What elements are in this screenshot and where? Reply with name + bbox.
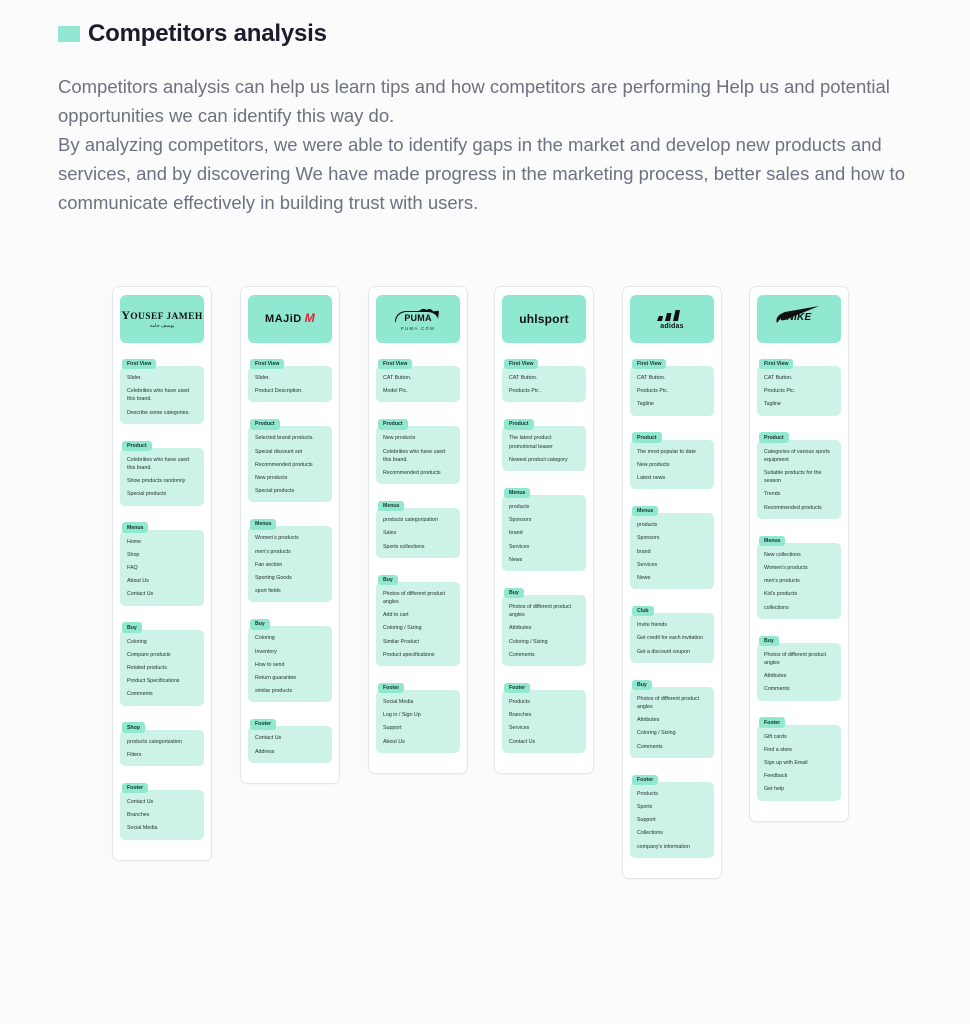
feature-group-body xyxy=(502,426,586,471)
feature-item: Trends xyxy=(764,491,781,498)
feature-item: Coloring / Sizing xyxy=(383,625,422,632)
competitor-column xyxy=(494,286,594,774)
feature-item: Photos of different product angles xyxy=(764,651,827,667)
feature-group xyxy=(120,616,204,706)
feature-item: Collections xyxy=(637,830,663,837)
competitor-column xyxy=(749,286,849,822)
brand-logo-uhlsport: uhlsport xyxy=(519,311,569,326)
feature-item: Find a store xyxy=(764,746,792,753)
feature-item: men's products xyxy=(764,578,800,585)
feature-item: Home xyxy=(127,538,142,545)
feature-group-body xyxy=(502,495,586,571)
feature-group xyxy=(120,434,204,506)
feature-item: sport fields xyxy=(255,588,281,595)
svg-text:NIKE: NIKE xyxy=(786,312,812,324)
feature-group-body xyxy=(630,687,714,758)
feature-group-body xyxy=(120,530,204,606)
feature-group-label: Club xyxy=(632,606,654,616)
feature-group-body xyxy=(120,630,204,706)
feature-group-body xyxy=(120,730,204,766)
feature-item: Filters xyxy=(127,751,142,758)
feature-group-body xyxy=(376,366,460,402)
feature-item: Slider. xyxy=(127,375,142,381)
feature-item: Tagline xyxy=(637,401,654,408)
brand-logo-yousef-jameh: YOUSEF JAMEH يوسف جامه xyxy=(121,307,203,329)
feature-item: Describe some categories. xyxy=(127,409,190,416)
feature-group xyxy=(757,426,841,519)
feature-item: products categorization xyxy=(383,517,438,524)
feature-group xyxy=(376,568,460,666)
feature-item: Slider. xyxy=(255,375,270,381)
feature-group-label: Footer xyxy=(378,683,404,693)
feature-item: Photos of different product angles xyxy=(383,590,446,606)
feature-group-body xyxy=(502,595,586,666)
competitor-card xyxy=(112,286,212,861)
feature-item: Services xyxy=(509,725,530,732)
feature-group xyxy=(630,768,714,858)
feature-item: New products xyxy=(383,435,416,442)
feature-item: Recommended products xyxy=(764,504,822,511)
feature-item: Attributes xyxy=(509,625,532,632)
feature-group xyxy=(502,481,586,571)
feature-group-label: Product xyxy=(378,419,408,429)
feature-group xyxy=(376,494,460,558)
feature-group xyxy=(376,352,460,402)
feature-group-label: Menus xyxy=(250,519,276,529)
title-accent-bar xyxy=(58,26,80,42)
feature-group-label: Footer xyxy=(250,719,276,729)
feature-item: CAT Button. xyxy=(764,375,793,381)
feature-group-label: First View xyxy=(378,359,412,369)
feature-group-label: Product xyxy=(504,419,534,429)
feature-group-label: First View xyxy=(632,359,666,369)
feature-item: News xyxy=(509,556,523,563)
feature-group xyxy=(248,712,332,762)
feature-item: products xyxy=(509,504,530,511)
feature-group-label: Buy xyxy=(122,622,142,632)
feature-group-body xyxy=(757,725,841,801)
feature-item: similar products xyxy=(255,688,293,695)
feature-item: Attributes xyxy=(764,673,787,680)
feature-group-body xyxy=(376,508,460,558)
feature-group-body xyxy=(376,690,460,753)
feature-group-label: Buy xyxy=(759,636,779,646)
feature-item: Kid's products xyxy=(764,591,798,598)
feature-item: Comments xyxy=(127,691,153,698)
intro-paragraph-1: Competitors analysis can help us learn tips and how competitors are performing Help us and potential opportunities we can identify this way do. xyxy=(58,76,890,126)
feature-item: Branches xyxy=(509,712,532,719)
brand-logo-puma: PUMA PUMA.COM xyxy=(393,306,443,331)
feature-group xyxy=(502,352,586,402)
feature-group xyxy=(757,629,841,701)
feature-item: Shop xyxy=(127,551,140,558)
feature-item: Coloring xyxy=(255,635,275,642)
feature-group xyxy=(630,352,714,416)
feature-group-body xyxy=(248,426,332,502)
feature-item: Newest product category xyxy=(509,456,568,463)
feature-item: Celebrities who have used this brand. xyxy=(127,456,190,472)
feature-item: Social Media xyxy=(383,699,414,706)
feature-item: Products Pic . xyxy=(509,388,542,395)
feature-item: Address xyxy=(255,748,275,755)
svg-text:PUMA: PUMA xyxy=(404,313,432,324)
feature-item: Support xyxy=(383,725,402,732)
competitor-card xyxy=(494,286,594,774)
feature-group-label: Menus xyxy=(378,501,404,511)
feature-group-body xyxy=(757,643,841,701)
feature-group xyxy=(120,716,204,766)
feature-group xyxy=(757,529,841,619)
feature-item: About Us xyxy=(127,578,149,585)
feature-item: Contact Us xyxy=(127,799,154,806)
feature-group-label: Buy xyxy=(504,588,524,598)
feature-group-body xyxy=(630,440,714,490)
feature-group-body xyxy=(248,726,332,762)
feature-item: Get a discount coupon xyxy=(637,648,691,655)
feature-item: How to send xyxy=(255,661,285,668)
feature-item: Services xyxy=(637,561,658,568)
feature-item: News xyxy=(637,575,651,582)
feature-group-label: Product xyxy=(632,432,662,442)
feature-item: The latest product promotional teaser xyxy=(509,435,553,450)
feature-item: Products Pic. xyxy=(637,388,669,395)
feature-group xyxy=(757,352,841,416)
feature-item: Sponsors xyxy=(637,535,660,542)
feature-item: Women's products xyxy=(255,535,299,542)
feature-item: Product Specifications xyxy=(127,678,180,685)
feature-item: Similar Product xyxy=(383,638,419,645)
feature-group-body xyxy=(630,513,714,589)
feature-item: New products xyxy=(255,475,288,482)
competitor-card xyxy=(368,286,468,774)
feature-item: Comments xyxy=(764,686,790,693)
feature-group-label: Menus xyxy=(632,506,658,516)
feature-item: Celebrities who have used this brand. xyxy=(127,388,190,403)
feature-item: New collections xyxy=(764,551,801,558)
feature-group xyxy=(757,711,841,801)
feature-item: Special products xyxy=(127,491,167,498)
page-title-text: Competitors analysis xyxy=(88,20,327,47)
feature-item: Selected brand products. xyxy=(255,435,314,442)
feature-item: Suitable products for the season xyxy=(764,470,822,485)
feature-item: products categorization xyxy=(127,738,182,745)
feature-item: Comments xyxy=(637,743,663,750)
feature-group-label: Footer xyxy=(504,683,530,693)
feature-item: CAT Button. xyxy=(509,375,538,381)
feature-item: New products xyxy=(637,461,670,468)
feature-item: Coloring / Sizing xyxy=(509,638,548,645)
feature-group-label: First View xyxy=(759,359,793,369)
feature-item: Support xyxy=(637,817,656,824)
feature-item: CAT Button. xyxy=(383,375,412,381)
feature-group-label: Product xyxy=(759,432,789,442)
feature-group-body xyxy=(502,366,586,402)
feature-group-label: Footer xyxy=(122,783,148,793)
feature-item: Comments xyxy=(509,651,535,658)
competitor-column xyxy=(112,286,212,861)
competitor-card xyxy=(622,286,722,879)
feature-item: About Us xyxy=(383,738,405,745)
feature-item: Women's products xyxy=(764,565,808,572)
feature-group-body xyxy=(757,543,841,619)
competitor-column xyxy=(368,286,468,774)
feature-group-label: Buy xyxy=(632,680,652,690)
feature-group-body xyxy=(376,582,460,666)
intro-text xyxy=(58,72,928,217)
feature-item: company's information xyxy=(637,843,690,850)
feature-group-label: Buy xyxy=(250,619,270,629)
competitor-card xyxy=(240,286,340,784)
competitor-column xyxy=(622,286,722,879)
feature-item: Sales xyxy=(383,530,397,537)
brand-header xyxy=(248,295,332,343)
feature-group-label: Menus xyxy=(759,536,785,546)
feature-item: Product Description. xyxy=(255,388,303,395)
feature-group-body xyxy=(630,613,714,663)
feature-item: Celebrities who have used this brand. xyxy=(383,448,446,463)
feature-group-label: Footer xyxy=(632,775,658,785)
feature-item: Sign up with Email xyxy=(764,760,808,767)
feature-group xyxy=(248,352,332,402)
feature-item: Get help xyxy=(764,786,785,793)
brand-logo-majid: MAJiD M xyxy=(265,311,315,326)
feature-item: Contact Us xyxy=(127,591,154,598)
feature-item: Coloring / Sizing xyxy=(637,730,676,737)
feature-group-body xyxy=(248,526,332,602)
brand-logo-nike xyxy=(773,306,825,332)
feature-item: Get credit for each invitation xyxy=(637,635,703,642)
feature-group-label: First View xyxy=(504,359,538,369)
feature-item: Branches xyxy=(127,812,150,819)
feature-item: products xyxy=(637,522,658,529)
feature-item: Show products randomly xyxy=(127,478,186,485)
feature-group xyxy=(376,412,460,484)
competitor-column xyxy=(240,286,340,784)
feature-group-body xyxy=(630,782,714,858)
feature-item: Sports xyxy=(637,804,653,811)
feature-item: Return guarantee xyxy=(255,675,297,682)
feature-item: Recommended products xyxy=(255,461,313,468)
feature-item: CAT Button. xyxy=(637,375,666,381)
brand-header xyxy=(757,295,841,343)
feature-item: Photos of different product angles xyxy=(637,695,700,711)
feature-group-body xyxy=(120,366,204,424)
feature-item: Tagline xyxy=(764,401,781,408)
competitor-card xyxy=(749,286,849,822)
brand-header xyxy=(376,295,460,343)
feature-group-body xyxy=(120,448,204,506)
svg-text:adidas: adidas xyxy=(660,323,684,330)
feature-item: Contact Us xyxy=(255,735,282,742)
feature-item: Inventory xyxy=(255,648,277,655)
feature-item: Products xyxy=(509,699,530,706)
feature-item: The most popular to date xyxy=(637,448,696,455)
feature-item: brand xyxy=(509,530,523,537)
feature-item: Attributes xyxy=(637,717,660,724)
feature-group-body xyxy=(630,366,714,416)
feature-item: Categories of various sports equipment xyxy=(764,448,830,463)
feature-group xyxy=(630,673,714,758)
feature-group xyxy=(120,352,204,424)
feature-item: Special discount set xyxy=(255,448,303,455)
feature-group xyxy=(376,676,460,753)
feature-item: brand xyxy=(637,548,651,555)
feature-group-body xyxy=(120,790,204,840)
brand-logo-adidas xyxy=(650,308,694,330)
page-title xyxy=(58,20,327,48)
feature-group-label: Buy xyxy=(378,575,398,585)
feature-group xyxy=(630,599,714,663)
feature-item: Fan section xyxy=(255,561,283,568)
feature-item: Sports collections xyxy=(383,543,425,550)
feature-group-body xyxy=(248,366,332,402)
feature-item: Feedback xyxy=(764,773,788,780)
feature-group-body xyxy=(248,626,332,702)
feature-group-label: Product xyxy=(250,419,280,429)
feature-item: Products Pic. xyxy=(764,388,796,395)
feature-item: Products xyxy=(637,790,658,797)
feature-item: Latest news xyxy=(637,475,666,482)
feature-group-label: Footer xyxy=(759,717,785,727)
feature-group xyxy=(502,581,586,666)
feature-group-label: Menus xyxy=(504,488,530,498)
feature-item: Coloring xyxy=(127,638,147,645)
feature-item: Product specifications xyxy=(383,651,435,658)
feature-item: Log in / Sign Up xyxy=(383,712,421,719)
feature-group xyxy=(248,512,332,602)
brand-header xyxy=(502,295,586,343)
feature-item: Contact Us xyxy=(509,738,536,745)
feature-group xyxy=(502,676,586,753)
feature-item: Gift cards xyxy=(764,733,787,740)
feature-item: FAQ xyxy=(127,565,138,572)
feature-group xyxy=(248,412,332,502)
feature-group xyxy=(120,776,204,840)
feature-item: Model Pic. xyxy=(383,388,408,395)
feature-item: Social Media xyxy=(127,825,158,832)
feature-group-label: First View xyxy=(250,359,284,369)
feature-group xyxy=(630,499,714,589)
feature-item: Sponsors xyxy=(509,517,532,524)
intro-paragraph-2: By analyzing competitors, we were able to identify gaps in the market and develop new products and services, and by discovering We have made progress in the marketing process, better sales and how to communicate effectively in building trust with users. xyxy=(58,134,905,213)
feature-item: Related products xyxy=(127,665,168,672)
feature-item: collections xyxy=(764,604,789,611)
brand-header xyxy=(630,295,714,343)
feature-item: Compare products xyxy=(127,651,171,658)
feature-item: Invite friends xyxy=(637,622,668,629)
feature-item: Photos of different product angles xyxy=(509,604,572,619)
feature-group-body xyxy=(502,690,586,753)
feature-item: men's products xyxy=(255,548,291,555)
feature-group xyxy=(502,412,586,471)
feature-group-label: Product xyxy=(122,441,152,451)
feature-group xyxy=(248,612,332,702)
feature-group-body xyxy=(757,440,841,519)
feature-group-label: Menus xyxy=(122,522,148,532)
feature-item: Recommended products xyxy=(383,470,441,477)
feature-group-label: First View xyxy=(122,359,156,369)
feature-item: Add to cart xyxy=(383,612,409,619)
brand-header xyxy=(120,295,204,343)
feature-item: Services xyxy=(509,543,530,550)
feature-group-body xyxy=(376,426,460,484)
feature-group-body xyxy=(757,366,841,416)
feature-item: Special products xyxy=(255,488,295,495)
feature-group-label: Shop xyxy=(122,722,145,732)
feature-item: Sporting Goods xyxy=(255,575,292,582)
feature-group xyxy=(120,516,204,606)
feature-group xyxy=(630,426,714,490)
